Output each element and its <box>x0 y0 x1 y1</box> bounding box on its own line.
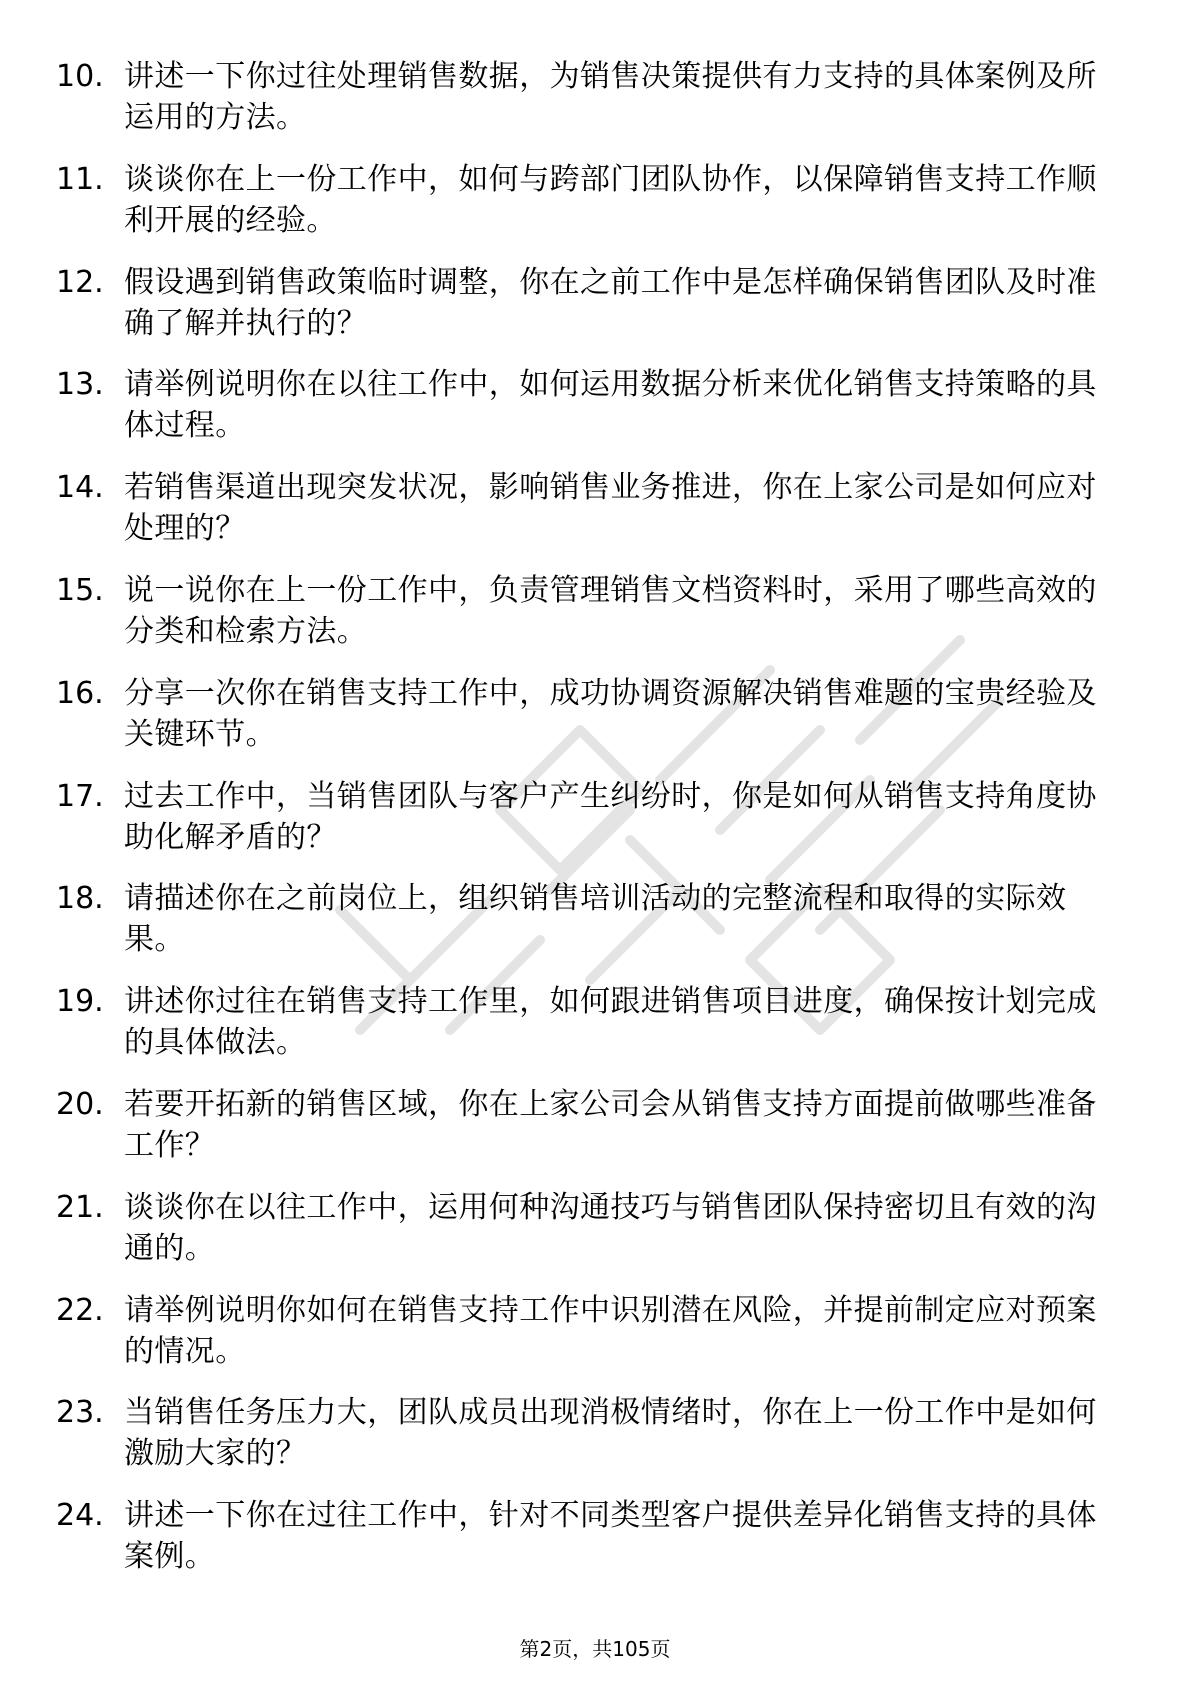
question-number: 11. <box>56 161 104 197</box>
question-text: 假设遇到销售政策临时调整，你在之前工作中是怎样确保销售团队及时准确了解并执行的？ <box>124 264 1097 341</box>
question-text: 过去工作中，当销售团队与客户产生纠纷时，你是如何从销售支持角度协助化解矛盾的？ <box>124 778 1097 855</box>
list-item <box>0 358 1190 461</box>
question-text: 请举例说明你在以往工作中，如何运用数据分析来优化销售支持策略的具体过程。 <box>124 367 1097 444</box>
question-text: 讲述你过往在销售支持工作里，如何跟进销售项目进度，确保按计划完成的具体做法。 <box>124 984 1097 1061</box>
question-text: 当销售任务压力大，团队成员出现消极情绪时，你在上一份工作中是如何激励大家的？ <box>124 1395 1097 1472</box>
list-item <box>0 461 1190 564</box>
list-item <box>0 1489 1190 1592</box>
page-indicator: 第2页，共105页 <box>519 1637 671 1661</box>
list-item <box>0 256 1190 359</box>
question-list <box>0 50 1190 1592</box>
question-text: 说一说你在上一份工作中，负责管理销售文档资料时，采用了哪些高效的分类和检索方法。 <box>124 572 1097 649</box>
question-text: 讲述一下你在过往工作中，针对不同类型客户提供差异化销售支持的具体案例。 <box>124 1498 1097 1575</box>
list-item <box>0 1078 1190 1181</box>
question-text: 若要开拓新的销售区域，你在上家公司会从销售支持方面提前做哪些准备工作？ <box>124 1086 1097 1163</box>
question-number: 18. <box>56 881 104 917</box>
question-number: 14. <box>56 470 104 506</box>
list-item <box>0 872 1190 975</box>
list-item <box>0 564 1190 667</box>
question-number: 12. <box>56 264 104 300</box>
question-text: 谈谈你在上一份工作中，如何与跨部门团队协作，以保障销售支持工作顺利开展的经验。 <box>124 161 1097 238</box>
question-number: 21. <box>56 1189 104 1225</box>
question-number: 13. <box>56 367 104 403</box>
question-text: 请描述你在之前岗位上，组织销售培训活动的完整流程和取得的实际效果。 <box>124 881 1067 958</box>
question-number: 19. <box>56 984 104 1020</box>
question-text: 分享一次你在销售支持工作中，成功协调资源解决销售难题的宝贵经验及关键环节。 <box>124 675 1097 752</box>
list-item <box>0 50 1190 153</box>
question-number: 15. <box>56 572 104 608</box>
question-text: 若销售渠道出现突发状况，影响销售业务推进，你在上家公司是如何应对处理的？ <box>124 470 1097 547</box>
question-number: 20. <box>56 1086 104 1122</box>
list-item <box>0 770 1190 873</box>
question-text: 谈谈你在以往工作中，运用何种沟通技巧与销售团队保持密切且有效的沟通的。 <box>124 1189 1097 1266</box>
list-item <box>0 1284 1190 1387</box>
list-item <box>0 1181 1190 1284</box>
list-item <box>0 975 1190 1078</box>
question-text: 请举例说明你如何在销售支持工作中识别潜在风险，并提前制定应对预案的情况。 <box>124 1292 1097 1369</box>
question-number: 17. <box>56 778 104 814</box>
question-number: 24. <box>56 1498 104 1534</box>
question-number: 23. <box>56 1395 104 1431</box>
page-footer <box>0 1636 1190 1662</box>
question-number: 10. <box>56 59 104 94</box>
list-item <box>0 153 1190 256</box>
list-item <box>0 667 1190 770</box>
list-item <box>0 1386 1190 1489</box>
question-text: 讲述一下你过往处理销售数据，为销售决策提供有力支持的具体案例及所运用的方法。 <box>124 59 1097 135</box>
question-number: 22. <box>56 1292 104 1328</box>
question-number: 16. <box>56 675 104 711</box>
